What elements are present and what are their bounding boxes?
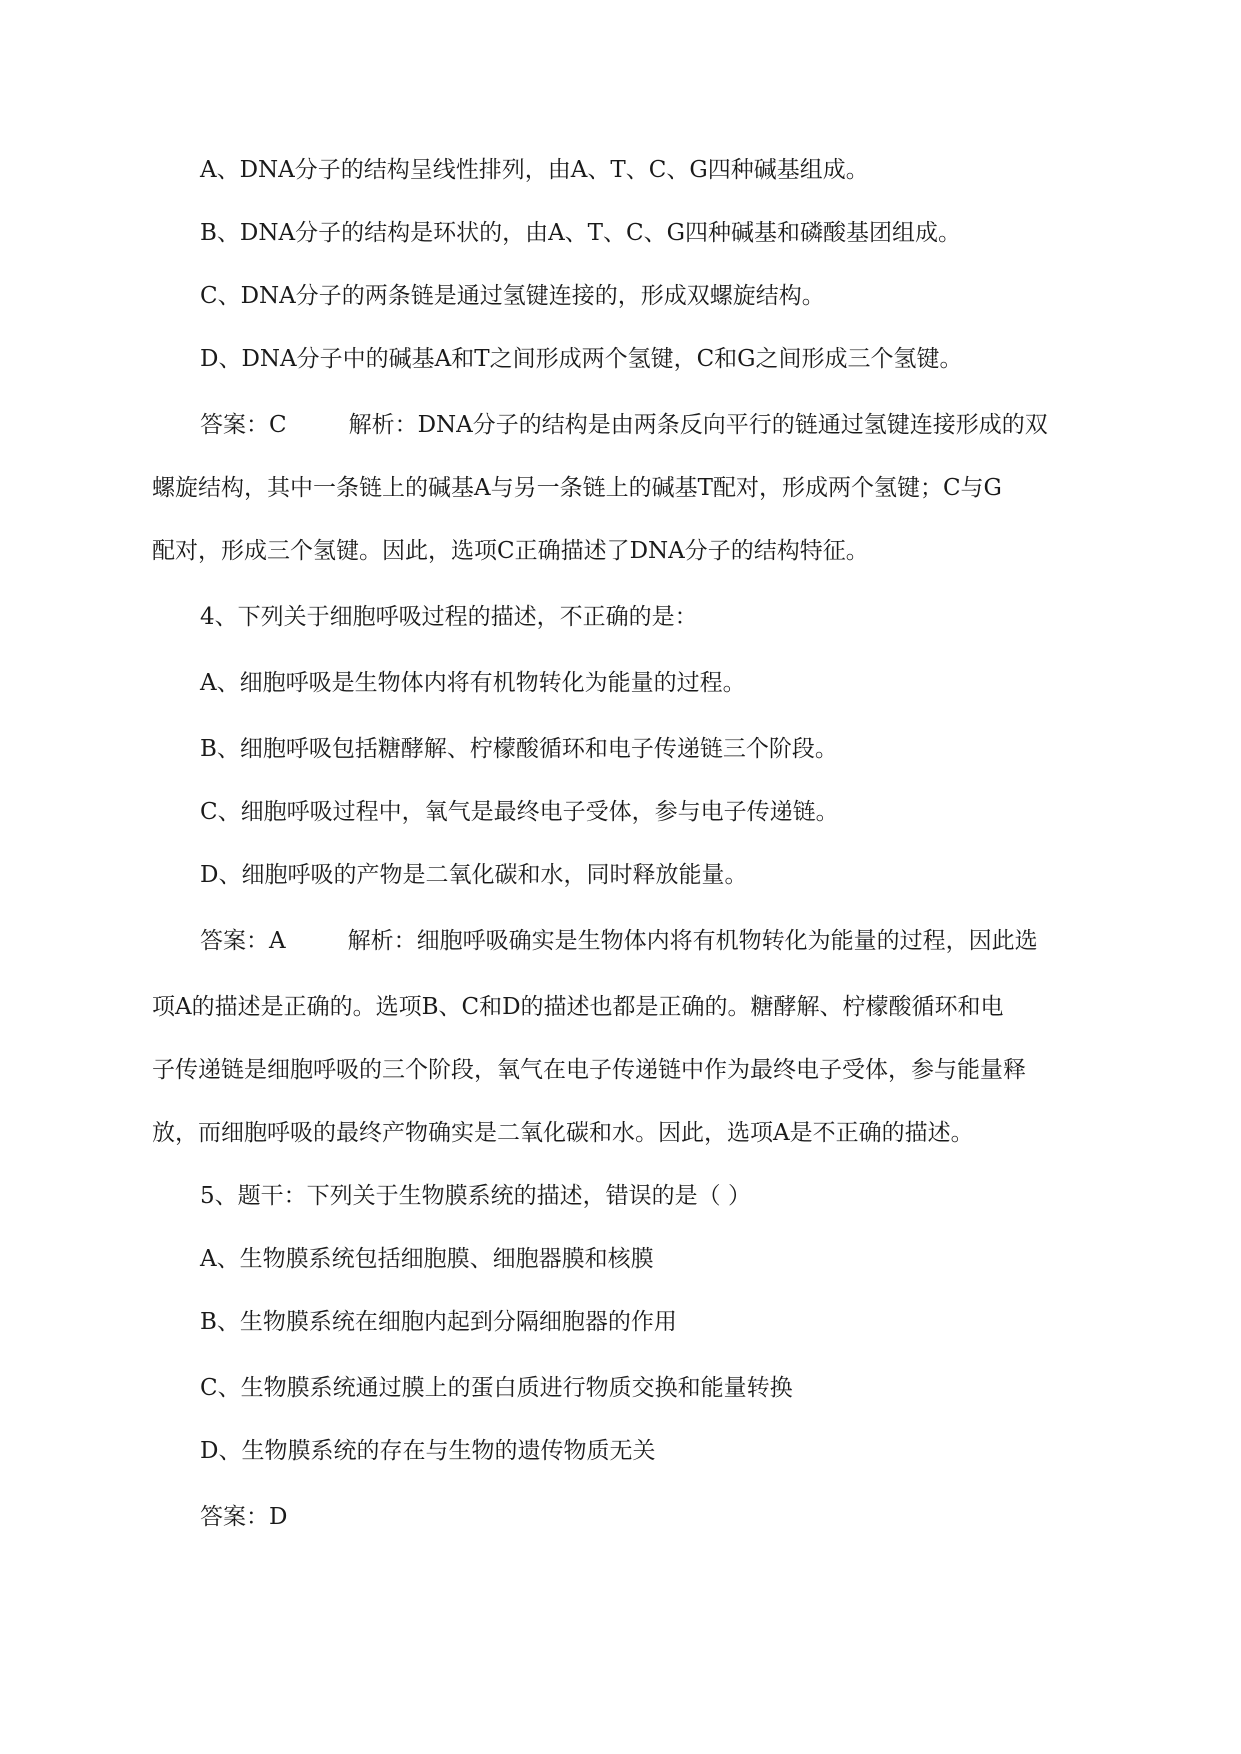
q5-stem: 5、题干：下列关于生物膜系统的描述，错误的是（ ） bbox=[200, 1183, 751, 1209]
q5-option-b: B、生物膜系统在细胞内起到分隔细胞器的作用 bbox=[200, 1309, 677, 1335]
q3-option-d: D、DNA分子中的碱基A和T之间形成两个氢键，C和G之间形成三个氢键。 bbox=[200, 346, 963, 372]
q5-option-a: A、生物膜系统包括细胞膜、细胞器膜和核膜 bbox=[200, 1246, 654, 1272]
q3-option-b: B、DNA分子的结构是环状的，由A、T、C、G四种碱基和磷酸基团组成。 bbox=[200, 220, 961, 246]
q4-answer: 答案：A bbox=[200, 928, 286, 954]
q3-option-a: A、DNA分子的结构呈线性排列，由A、T、C、G四种碱基组成。 bbox=[200, 157, 869, 183]
q3-analysis-line-1: 解析：DNA分子的结构是由两条反向平行的链通过氢键连接形成的双 bbox=[348, 412, 1048, 438]
q5-option-c: C、生物膜系统通过膜上的蛋白质进行物质交换和能量转换 bbox=[200, 1375, 793, 1401]
q4-option-c: C、细胞呼吸过程中，氧气是最终电子受体，参与电子传递链。 bbox=[200, 799, 839, 825]
q4-option-a: A、细胞呼吸是生物体内将有机物转化为能量的过程。 bbox=[200, 670, 746, 696]
q4-analysis-line-3: 子传递链是细胞呼吸的三个阶段，氧气在电子传递链中作为最终电子受体，参与能量释 bbox=[152, 1057, 1026, 1083]
q3-answer-line bbox=[200, 410, 1048, 440]
q4-analysis-line-4: 放，而细胞呼吸的最终产物确实是二氧化碳和水。因此，选项A是不正确的描述。 bbox=[152, 1120, 974, 1146]
q3-option-c: C、DNA分子的两条链是通过氢键连接的，形成双螺旋结构。 bbox=[200, 283, 825, 309]
q3-answer: 答案：C bbox=[200, 412, 287, 438]
q4-answer-line bbox=[200, 926, 1038, 956]
q4-option-d: D、细胞呼吸的产物是二氧化碳和水，同时释放能量。 bbox=[200, 862, 748, 888]
q4-analysis-line-2: 项A的描述是正确的。选项B、C和D的描述也都是正确的。糖酵解、柠檬酸循环和电 bbox=[152, 994, 1004, 1020]
q3-analysis-line-3: 配对，形成三个氢键。因此，选项C正确描述了DNA分子的结构特征。 bbox=[152, 538, 869, 564]
q4-option-b: B、细胞呼吸包括糖酵解、柠檬酸循环和电子传递链三个阶段。 bbox=[200, 736, 838, 762]
q3-analysis-line-2: 螺旋结构，其中一条链上的碱基A与另一条链上的碱基T配对，形成两个氢键；C与G bbox=[152, 475, 1002, 501]
q5-option-d: D、生物膜系统的存在与生物的遗传物质无关 bbox=[200, 1438, 656, 1464]
q5-answer: 答案：D bbox=[200, 1504, 288, 1530]
q4-analysis-line-1: 解析：细胞呼吸确实是生物体内将有机物转化为能量的过程，因此选 bbox=[347, 928, 1038, 954]
q4-stem: 4、下列关于细胞呼吸过程的描述，不正确的是： bbox=[200, 604, 698, 630]
